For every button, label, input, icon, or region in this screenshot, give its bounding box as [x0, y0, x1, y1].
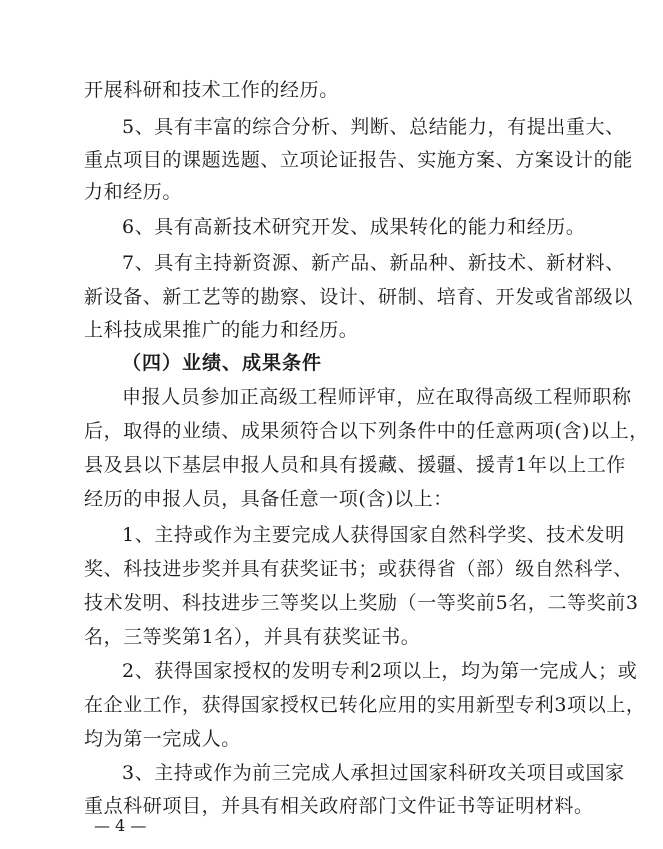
- paragraph-line: 重点科研项目，并具有相关政府部门文件证书等证明材料。: [84, 795, 594, 817]
- paragraph-line: 名，三等奖第1名），并具有获奖证书。: [84, 626, 421, 648]
- paragraph-line: 1、主持或作为主要完成人获得国家自然科学奖、技术发明: [122, 524, 625, 546]
- paragraph-line: 重点项目的课题选题、立项论证报告、实施方案、方案设计的能: [84, 149, 633, 171]
- paragraph-line: 3、主持或作为前三完成人承担过国家科研攻关项目或国家: [122, 762, 625, 784]
- section-heading: （四）业绩、成果条件: [122, 352, 323, 374]
- paragraph-line: 申报人员参加正高级工程师评审，应在取得高级工程师职称: [122, 386, 632, 408]
- page-number: — 4 —: [94, 816, 147, 835]
- paragraph-line: 新设备、新工艺等的勘察、设计、研制、培育、开发或省部级以: [84, 286, 633, 308]
- paragraph-line: 在企业工作，获得国家授权已转化应用的实用新型专利3项以上，: [84, 694, 646, 716]
- paragraph-line: 均为第一完成人。: [84, 728, 241, 750]
- paragraph-line: 开展科研和技术工作的经历。: [84, 79, 339, 101]
- paragraph-line: 6、具有高新技术研究开发、成果转化的能力和经历。: [122, 216, 586, 238]
- paragraph-line: 7、具有主持新资源、新产品、新品种、新技术、新材料、: [122, 252, 625, 274]
- paragraph-line: 技术发明、科技进步三等奖以上奖励（一等奖前5名，二等奖前3: [84, 592, 639, 614]
- paragraph-line: 2、获得国家授权的发明专利2项以上，均为第一完成人；或: [122, 660, 638, 682]
- paragraph-line: 5、具有丰富的综合分析、判断、总结能力，有提出重大、: [122, 116, 625, 138]
- paragraph-line: 奖、科技进步奖并具有获奖证书；或获得省（部）级自然科学、: [84, 558, 633, 580]
- paragraph-line: 后，取得的业绩、成果须符合以下列条件中的任意两项(含)以上，: [84, 420, 649, 442]
- paragraph-line: 力和经历。: [84, 181, 183, 203]
- paragraph-line: 县及县以下基层申报人员和具有援藏、援疆、援青1年以上工作: [84, 454, 626, 476]
- paragraph-line: 上科技成果推广的能力和经历。: [84, 319, 359, 341]
- paragraph-line: 经历的申报人员，具备任意一项(含)以上：: [84, 488, 453, 510]
